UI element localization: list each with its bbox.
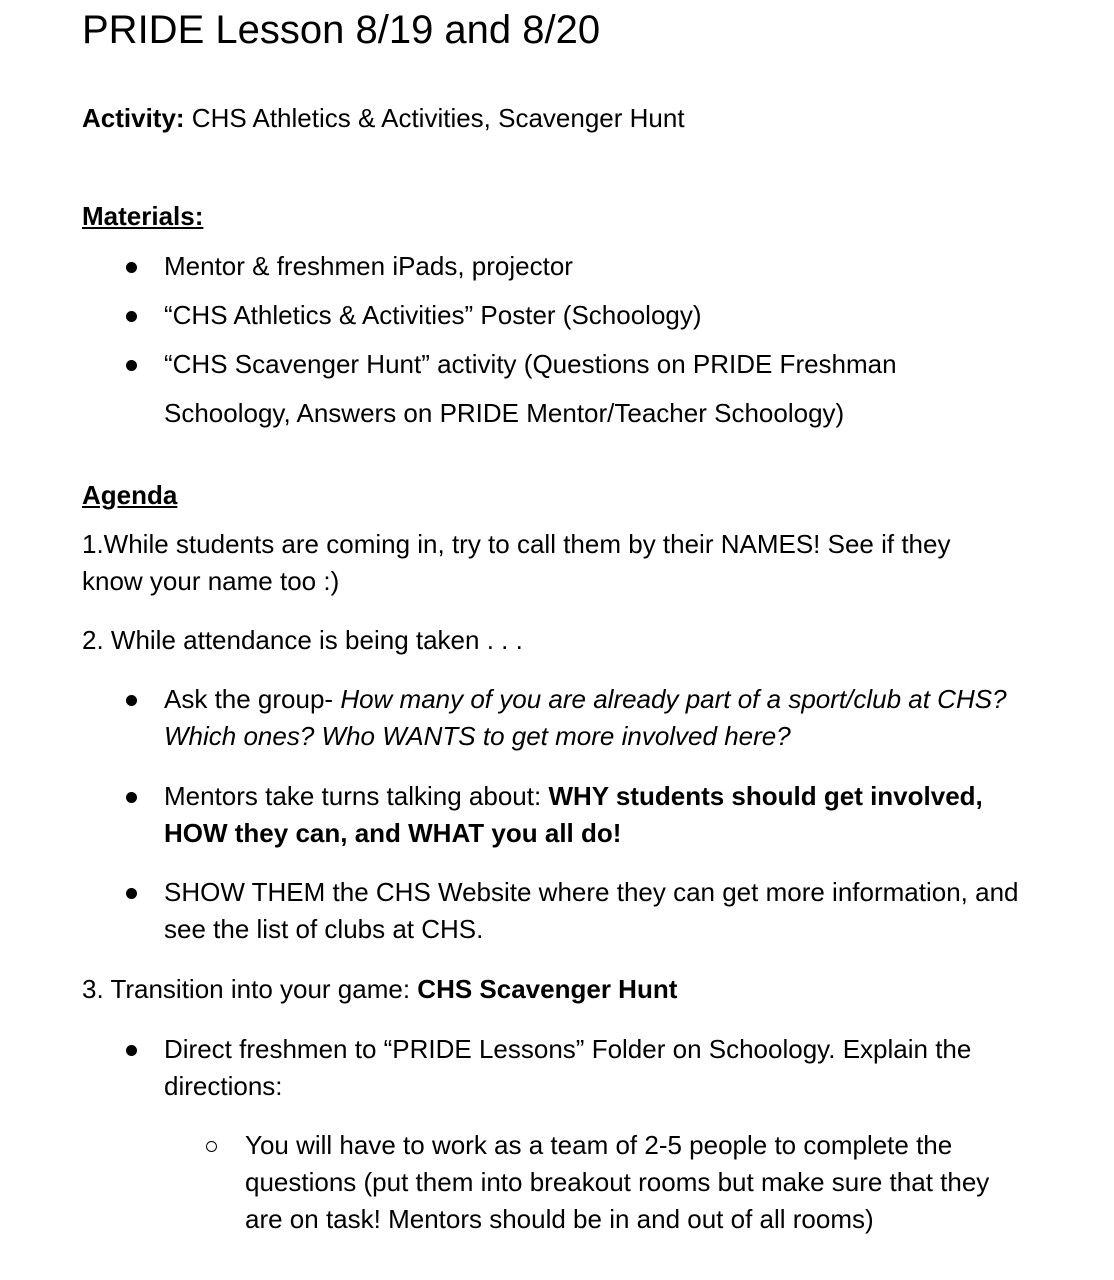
step3-subitem: You will have to work as a team of 2-5 people to complete the [245, 1130, 953, 1160]
activity-value: CHS Athletics & Activities, Scavenger Hunt [184, 103, 685, 133]
hollow-bullet-icon [206, 1141, 217, 1152]
bullet-icon [126, 360, 137, 371]
activity-line [82, 100, 685, 137]
bullet-icon [126, 888, 137, 899]
agenda-step-2: 2. While attendance is being taken . . . [82, 625, 523, 655]
agenda-step-1-cont: know your name too :) [82, 566, 340, 596]
step3-bullet-direct-cont: directions: [164, 1071, 283, 1101]
bullet-icon [126, 311, 137, 322]
page-title: PRIDE Lesson 8/19 and 8/20 [82, 8, 601, 52]
step2-bullet-website-cont: see the list of clubs at CHS. [164, 914, 484, 944]
step2-bullet-ask: Ask the group- How many of you are already part of a sport/club at CHS? [164, 684, 1007, 714]
materials-heading: Materials: [82, 201, 204, 231]
materials-item: Mentor & freshmen iPads, projector [164, 251, 573, 281]
materials-item: “CHS Scavenger Hunt” activity (Questions on PRIDE Freshman [164, 349, 897, 379]
step3-bullet-direct: Direct freshmen to “PRIDE Lessons” Folder on Schoology. Explain the [164, 1034, 972, 1064]
bullet-icon [126, 695, 137, 706]
bullet-icon [126, 262, 137, 273]
step3-subitem-cont: are on task! Mentors should be in and out of all rooms) [245, 1204, 874, 1234]
step2-bullet-ask-cont: Which ones? Who WANTS to get more involved here? [164, 721, 791, 751]
agenda-step-3: 3. Transition into your game: CHS Scavenger Hunt [82, 974, 678, 1004]
bullet-icon [126, 792, 137, 803]
activity-label: Activity: [82, 103, 185, 133]
step3-subitem-cont: questions (put them into breakout rooms but make sure that they [245, 1167, 990, 1197]
step2-bullet-website: SHOW THEM the CHS Website where they can get more information, and [164, 877, 1019, 907]
step2-bullet-mentors-cont: HOW they can, and WHAT you all do! [164, 818, 622, 848]
step2-bullet-mentors: Mentors take turns talking about: WHY students should get involved, [164, 781, 983, 811]
agenda-step-1: 1.While students are coming in, try to call them by their NAMES! See if they [82, 529, 951, 559]
materials-item: “CHS Athletics & Activities” Poster (Schoology) [164, 300, 702, 330]
bullet-icon [126, 1045, 137, 1056]
agenda-heading: Agenda [82, 480, 178, 510]
materials-item-cont: Schoology, Answers on PRIDE Mentor/Teacher Schoology) [164, 398, 845, 428]
